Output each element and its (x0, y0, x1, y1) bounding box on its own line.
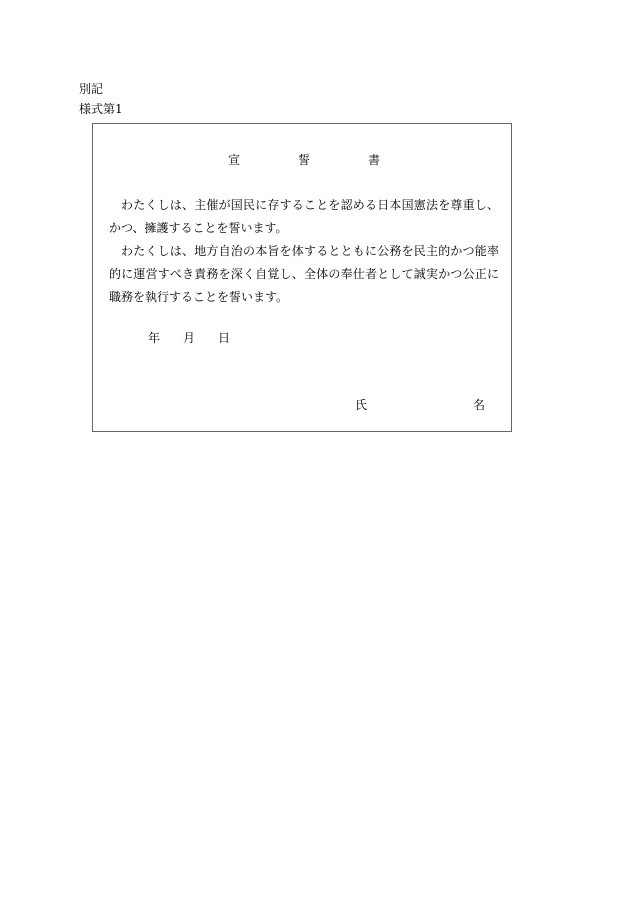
title-char-2: 誓 (298, 153, 311, 167)
year-label: 年 (148, 331, 161, 345)
oath-paragraph-2: わたくしは、地方自治の本旨を体するとともに公務を民主的かつ能率的に運営すべき責務を深く自覚し、全体の奉仕者として誠実かつ公正に職務を執行することを誓います。 (109, 244, 499, 304)
title-char-1: 宣 (228, 153, 241, 167)
day-label: 日 (218, 331, 231, 345)
appendix-label: 別記 (79, 82, 104, 96)
month-label: 月 (183, 331, 196, 345)
oath-body (109, 194, 499, 309)
oath-form-box (92, 123, 512, 432)
form-number-label: 様式第1 (79, 102, 123, 116)
given-name-label: 名 (473, 398, 486, 412)
oath-paragraph-1: わたくしは、主催が国民に存することを認める日本国憲法を尊重し、かつ、擁護することを誓います。 (109, 198, 499, 235)
title-char-3: 書 (368, 153, 381, 167)
surname-label: 氏 (355, 398, 368, 412)
